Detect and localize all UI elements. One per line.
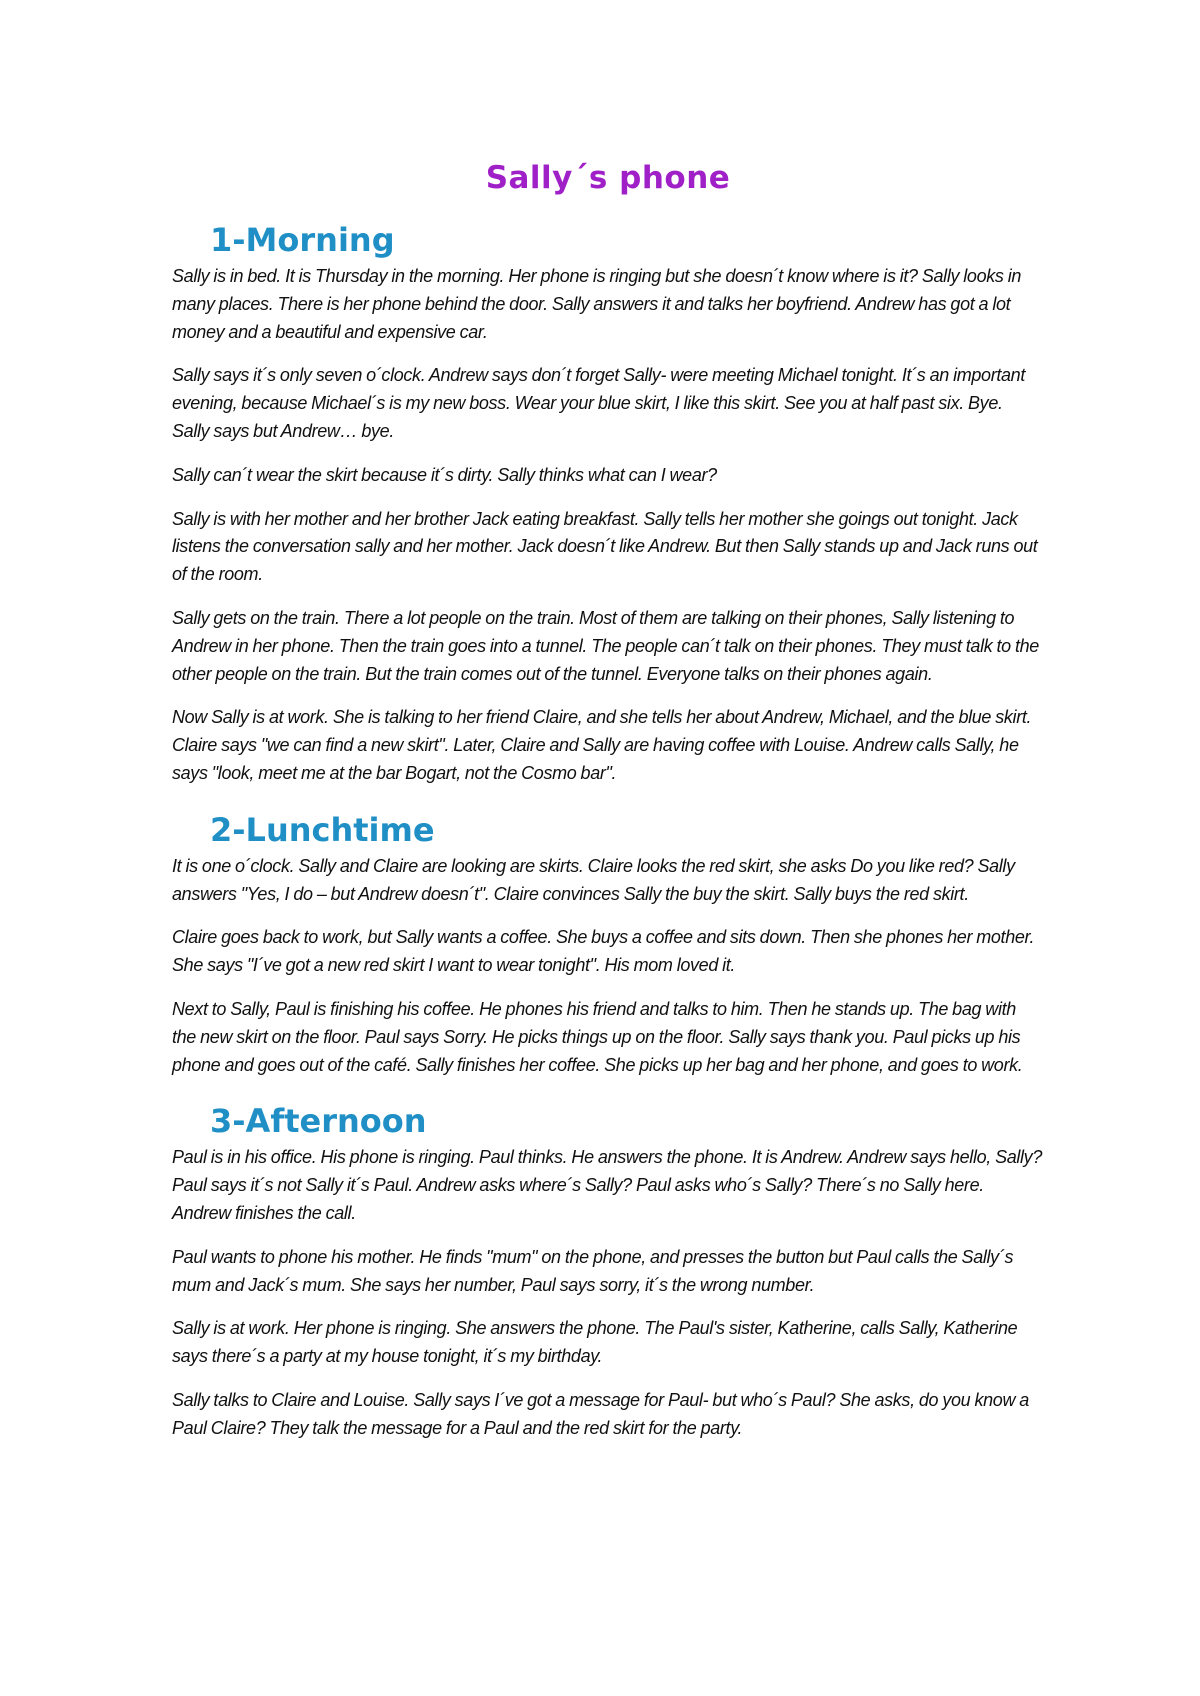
section-heading: 2-Lunchtime <box>210 810 435 849</box>
paragraph: It is one o´clock. Sally and Claire are looking are skirts. Claire looks the red skirt, she asks Do you like red? Sally answers "Yes, I do – but Andrew doesn´t". Claire convinces Sally the buy the skirt. Sally buys the red skirt. <box>172 855 1015 904</box>
document-title: Sally´s phone <box>485 160 731 196</box>
section-morning <box>172 220 1044 788</box>
section-afternoon <box>172 1101 1044 1442</box>
paragraph: Sally is at work. Her phone is ringing. She answers the phone. The Paul's sister, Katherine, calls Sally, Katherine says there´s a party at my house tonight, it´s my birthday. <box>172 1318 1018 1367</box>
paragraph: Sally talks to Claire and Louise. Sally says I´ve got a message for Paul- but who´s Paul? She asks, do you know a Paul Claire? They talk the message for a Paul and the red skirt for the party. <box>172 1389 1029 1438</box>
section-lunchtime <box>172 810 1044 1080</box>
section-heading: 1-Morning <box>210 221 395 259</box>
paragraph: Claire goes back to work, but Sally wants a coffee. She buys a coffee and sits down. Then she phones her mother. She says "I´ve got a new red skirt I want to wear tonight". His mom loved it. <box>172 927 1035 976</box>
paragraph: Sally is with her mother and her brother Jack eating breakfast. Sally tells her mother she goings out tonight. Jack listens the conversation sally and her mother. Jack doesn´t like Andrew. But then Sally stands up and Jack runs out of the room. <box>172 508 1038 585</box>
section-heading: 3-Afternoon <box>210 1102 427 1141</box>
paragraph: Next to Sally, Paul is finishing his coffee. He phones his friend and talks to him. Then he stands up. The bag with the new skirt on the floor. Paul says Sorry. He picks things up on the floor. Sally says thank you. Paul picks up his phone and goes out of the café. Sally finishes her coffee. She picks up her bag and her phone, and goes to work. <box>172 998 1023 1075</box>
paragraph: Paul wants to phone his mother. He finds "mum" on the phone, and presses the button but Paul calls the Sally´s mum and Jack´s mum. She says her number, Paul says sorry, it´s the wrong number. <box>172 1246 1014 1295</box>
paragraph: Sally can´t wear the skirt because it´s dirty. Sally thinks what can I wear? <box>172 464 717 485</box>
paragraph: Sally is in bed. It is Thursday in the morning. Her phone is ringing but she doesn´t know where is it? Sally looks in many places. There is her phone behind the door. Sally answers it and talks her boyfriend. Andrew has got a lot money and a beautiful and expensive car. <box>172 266 1022 342</box>
paragraph: Now Sally is at work. She is talking to her friend Claire, and she tells her about Andrew, Michael, and the blue skirt. Claire says "we can find a new skirt". Later, Claire and Sally are having coffee with Louise. Andrew calls Sally, he says "look, meet me at the bar Bogart, not the Cosmo bar". <box>172 707 1032 783</box>
paragraph: Sally gets on the train. There a lot people on the train. Most of them are talking on their phones, Sally listening to Andrew in her phone. Then the train goes into a tunnel. The people can´t talk on their phones. They must talk to the other people on the train. But the train comes out of the tunnel. Everyone talks on their phones again. <box>172 607 1039 684</box>
paragraph: Paul is in his office. His phone is ringing. Paul thinks. He answers the phone. It is Andrew. Andrew says hello, Sally? Paul says it´s not Sally it´s Paul. Andrew asks where´s Sally? Paul asks who´s Sally? There´s no Sally here. Andrew finishes the call. <box>172 1147 1042 1223</box>
paragraph: Sally says it´s only seven o´clock. Andrew says don´t forget Sally- were meeting Michael tonight. It´s an important evening, because Michael´s is my new boss. Wear your blue skirt, I like this skirt. See you at half past six. Bye. Sally says but Andrew… bye. <box>172 365 1025 441</box>
document-page <box>172 160 1044 1459</box>
